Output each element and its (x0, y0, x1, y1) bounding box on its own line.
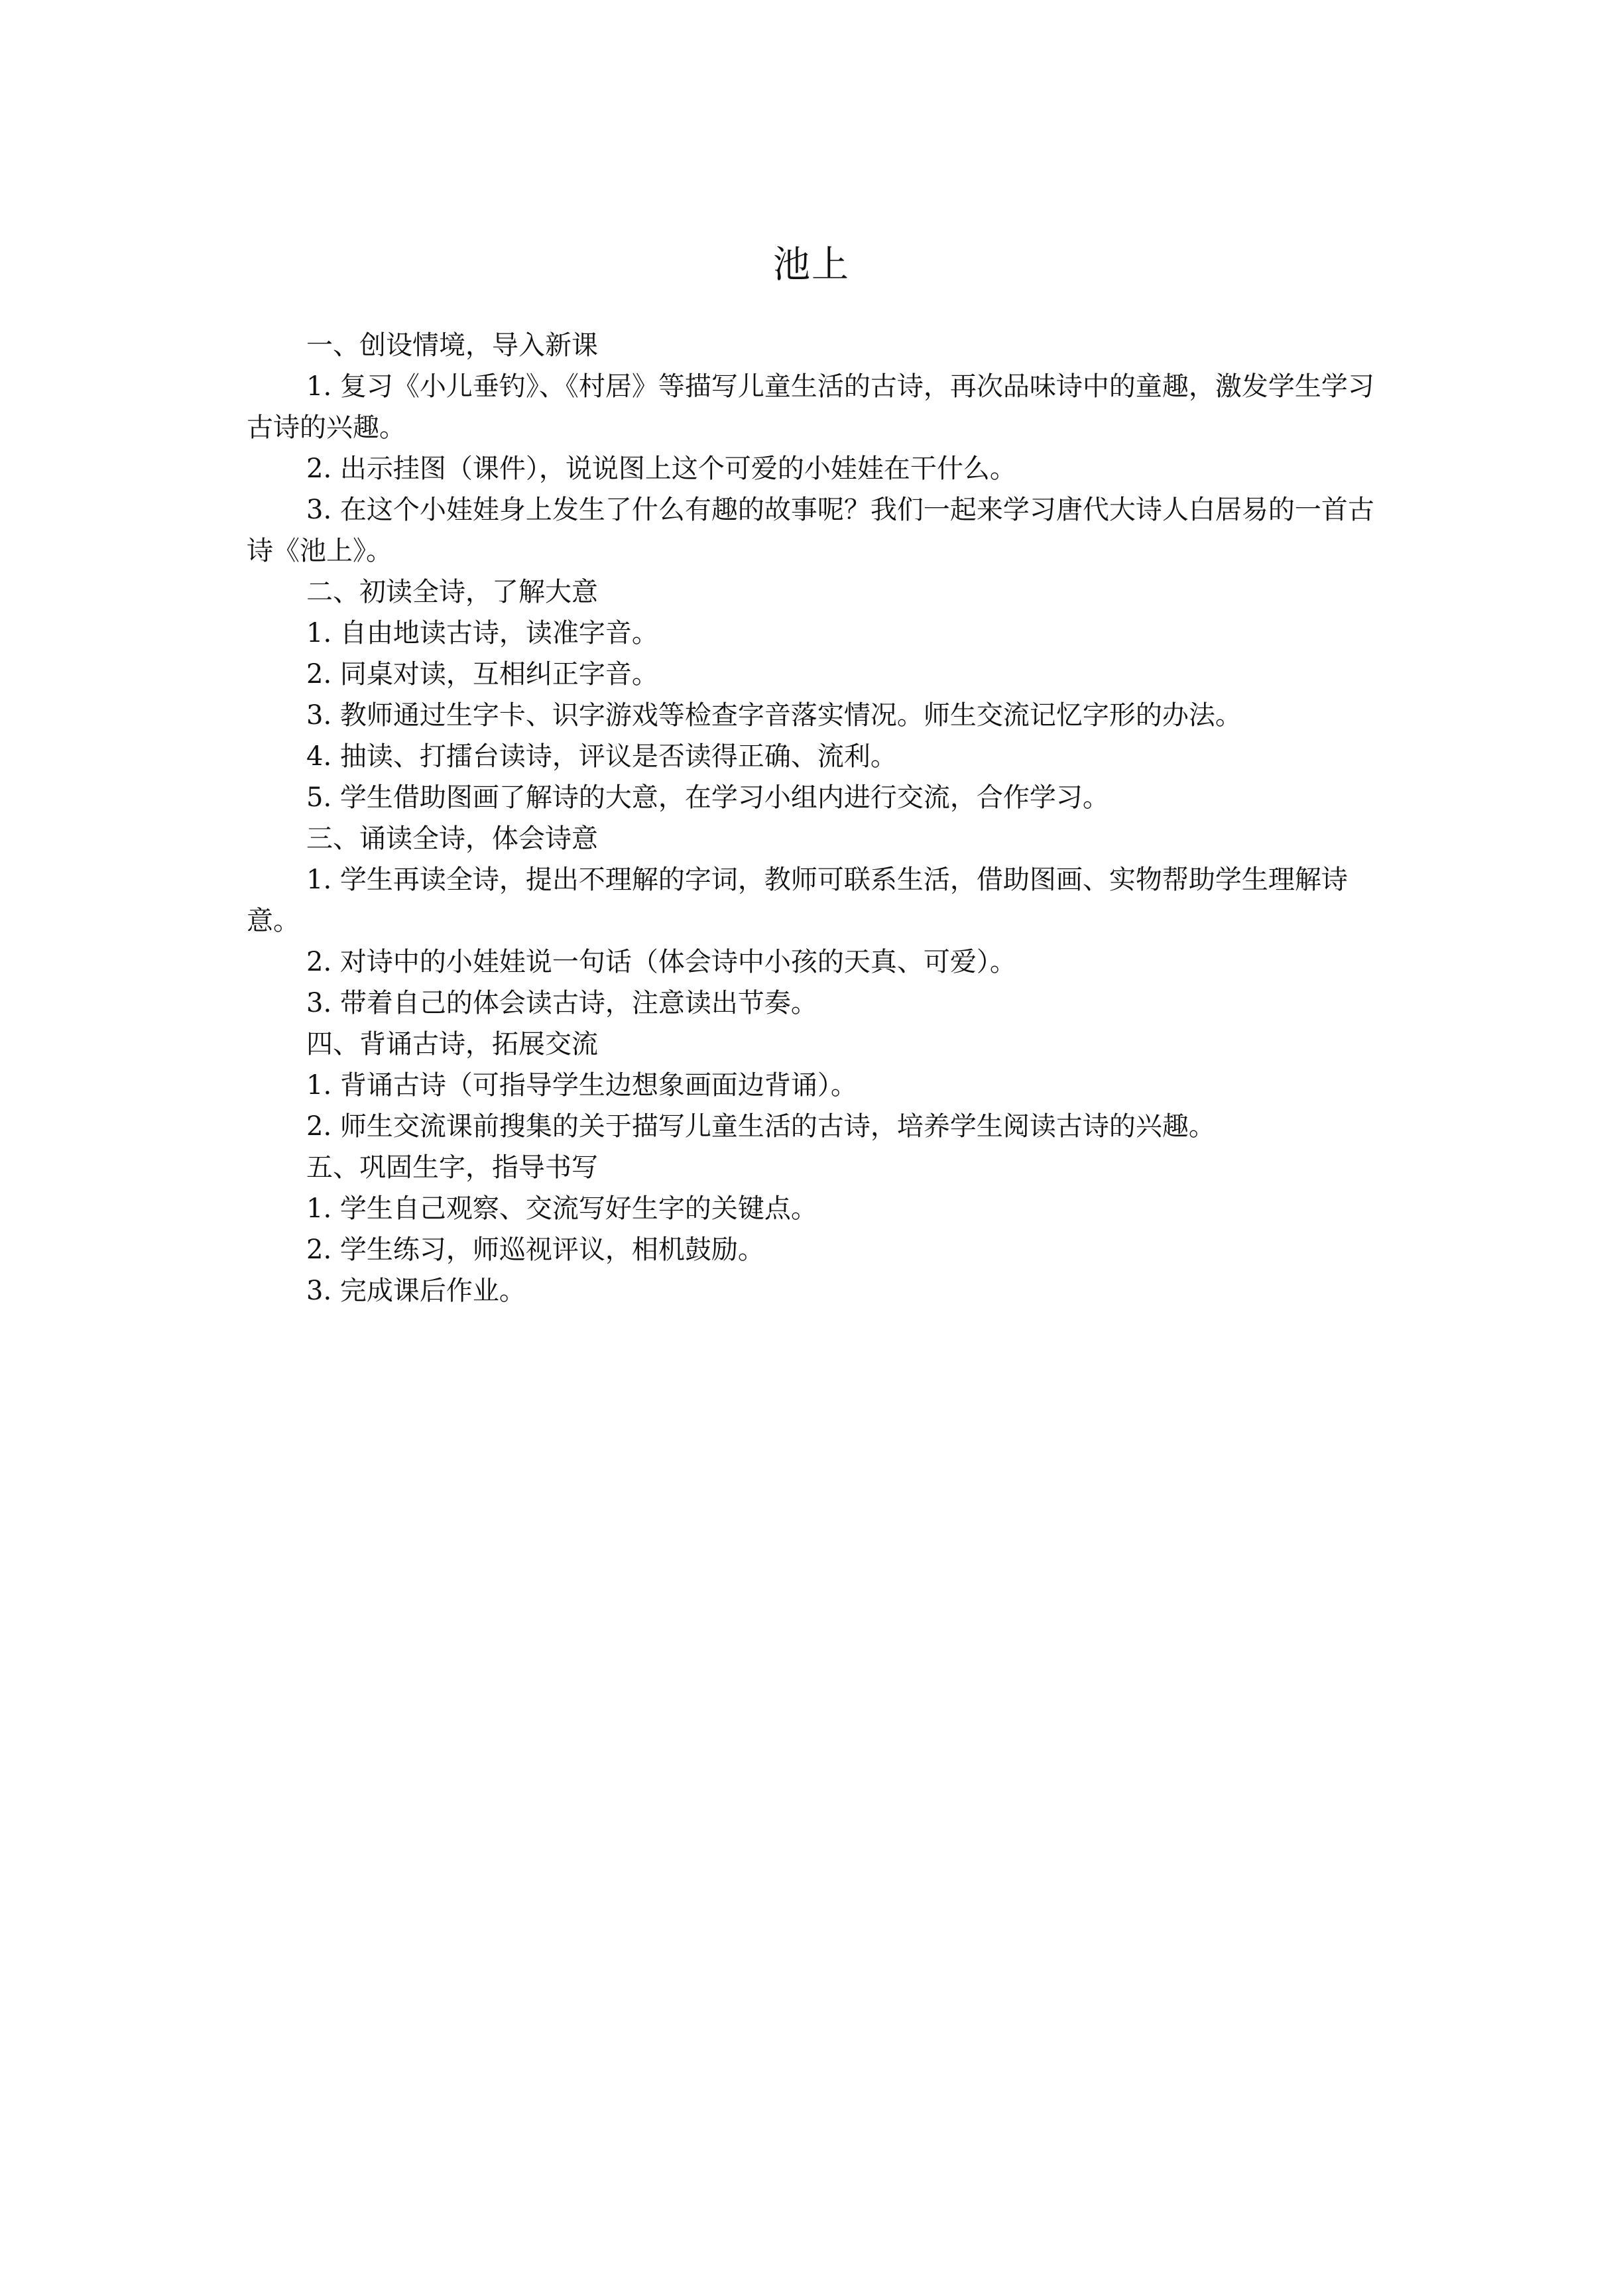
paragraph: 2. 对诗中的小娃娃说一句话（体会诗中小孩的天真、可爱）。 (306, 947, 1016, 977)
paragraph: 2. 同桌对读，互相纠正字音。 (306, 659, 658, 690)
paragraph: 2. 师生交流课前搜集的关于描写儿童生活的古诗，培养学生阅读古诗的兴趣。 (306, 1111, 1215, 1142)
section-heading: 四、背诵古诗，拓展交流 (306, 1029, 598, 1059)
paragraph: 1. 学生再读全诗，提出不理解的字词，教师可联系生活，借助图画、实物帮助学生理解诗意。 (247, 865, 1348, 936)
section-heading: 三、诵读全诗，体会诗意 (306, 823, 598, 854)
paragraph: 3. 在这个小娃娃身上发生了什么有趣的故事呢？我们一起来学习唐代大诗人白居易的一首古诗《池上》。 (247, 495, 1374, 566)
paragraph: 3. 完成课后作业。 (306, 1276, 526, 1306)
section-heading: 一、创设情境，导入新课 (306, 330, 598, 361)
paragraph: 1. 自由地读古诗，读准字音。 (306, 618, 658, 648)
document-body (247, 325, 1390, 1311)
paragraph: 1. 复习《小儿垂钓》、《村居》等描写儿童生活的古诗，再次品味诗中的童趣，激发学生学习古诗的兴趣。 (247, 371, 1374, 443)
paragraph: 3. 教师通过生字卡、识字游戏等检查字音落实情况。师生交流记忆字形的办法。 (306, 700, 1242, 731)
paragraph: 5. 学生借助图画了解诗的大意，在学习小组内进行交流，合作学习。 (306, 782, 1109, 813)
section-heading: 二、初读全诗，了解大意 (306, 577, 598, 607)
paragraph: 4. 抽读、打擂台读诗，评议是否读得正确、流利。 (306, 741, 897, 772)
paragraph: 3. 带着自己的体会读古诗，注意读出节奏。 (306, 988, 817, 1018)
paragraph: 1. 学生自己观察、交流写好生字的关键点。 (306, 1193, 817, 1224)
paragraph: 2. 出示挂图（课件），说说图上这个可爱的小娃娃在干什么。 (306, 453, 1016, 484)
paragraph: 2. 学生练习，师巡视评议，相机鼓励。 (306, 1235, 764, 1265)
section-heading: 五、巩固生字，指导书写 (306, 1152, 598, 1183)
paragraph: 1. 背诵古诗（可指导学生边想象画面边背诵）。 (306, 1070, 857, 1101)
page-title: 池上 (773, 243, 850, 286)
